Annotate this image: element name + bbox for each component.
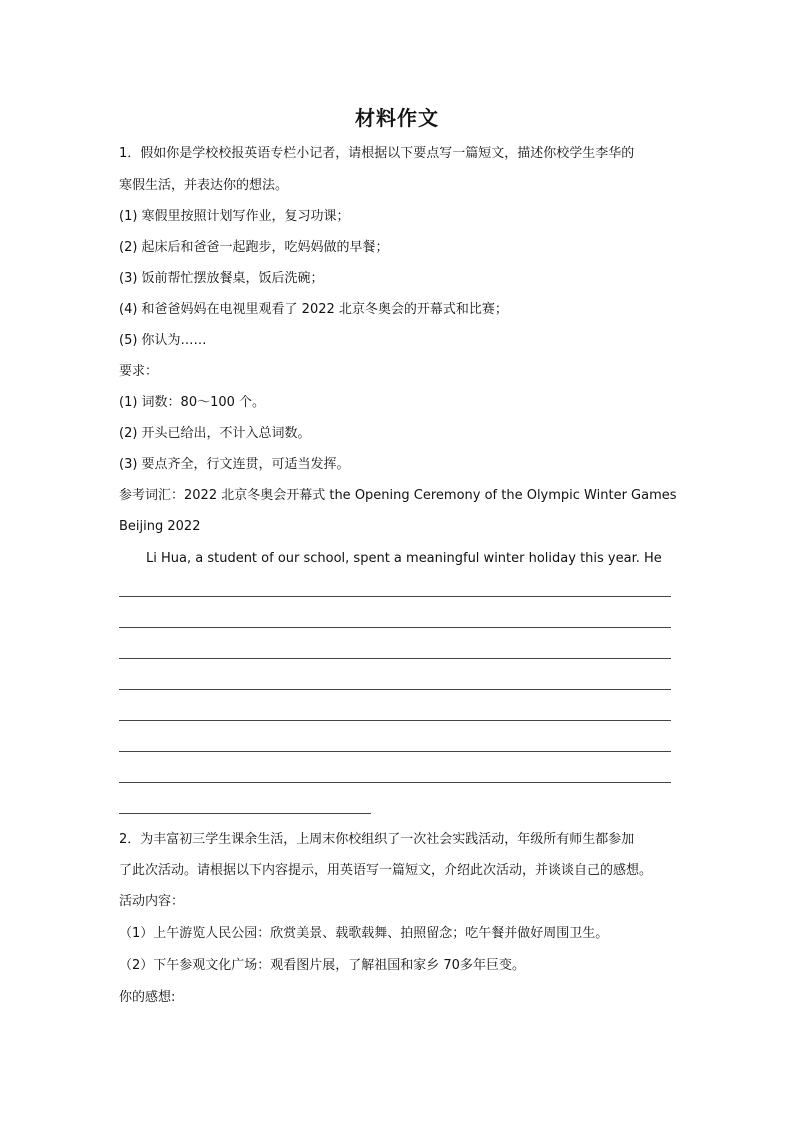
writing-line xyxy=(119,782,671,783)
q1-point-2: (2) 起床后和爸爸一起跑步，吃妈妈做的早餐； xyxy=(119,240,389,255)
q2-item-2: （2）下午参观文化广场：观看图片展，了解祖国和家乡 70多年巨变。 xyxy=(119,958,525,973)
q2-content-label: 活动内容： xyxy=(119,894,185,909)
q2-intro-line-2: 了此次活动。请根据以下内容提示，用英语写一篇短文，介绍此次活动，并谈谈自己的感想。 xyxy=(119,863,653,878)
writing-line xyxy=(119,751,671,752)
q1-requirements-label: 要求： xyxy=(119,364,159,379)
q1-requirement-1: (1) 词数：80～100 个。 xyxy=(119,395,266,410)
writing-line xyxy=(119,627,671,628)
page-title: 材料作文 xyxy=(355,106,439,130)
writing-line-short xyxy=(119,813,371,814)
q1-intro-line-1: 1．假如你是学校校报英语专栏小记者，请根据以下要点写一篇短文，描述你校学生李华的 xyxy=(119,146,635,161)
writing-line xyxy=(119,720,671,721)
q1-opening-sentence: Li Hua, a student of our school, spent a meaningful winter holiday this year. He xyxy=(146,551,662,566)
q1-point-4: (4) 和爸爸妈妈在电视里观看了 2022 北京冬奥会的开幕式和比赛； xyxy=(119,302,508,317)
q1-point-3: (3) 饭前帮忙摆放餐桌，饭后洗碗； xyxy=(119,271,324,286)
q1-vocab-line-1: 参考词汇：2022 北京冬奥会开幕式 the Opening Ceremony of the Olympic Winter Games xyxy=(119,488,677,503)
q1-requirement-2: (2) 开头已给出，不计入总词数。 xyxy=(119,426,311,441)
q2-intro-line-1: 2．为丰富初三学生课余生活，上周末你校组织了一次社会实践活动，年级所有师生都参加 xyxy=(119,832,635,847)
q2-feeling-label: 你的感想: xyxy=(119,990,176,1005)
writing-line xyxy=(119,689,671,690)
q1-point-5: (5) 你认为…… xyxy=(119,333,207,348)
q1-vocab-line-2: Beijing 2022 xyxy=(119,519,201,534)
q1-point-1: (1) 寒假里按照计划写作业，复习功课； xyxy=(119,209,350,224)
q1-intro-line-2: 寒假生活，并表达你的想法。 xyxy=(119,178,289,193)
writing-line xyxy=(119,596,671,597)
writing-line xyxy=(119,658,671,659)
q2-item-1: （1）上午游览人民公园：欣赏美景、载歌载舞、拍照留念；吃午餐并做好周围卫生。 xyxy=(119,926,609,941)
q1-requirement-3: (3) 要点齐全，行文连贯，可适当发挥。 xyxy=(119,457,350,472)
